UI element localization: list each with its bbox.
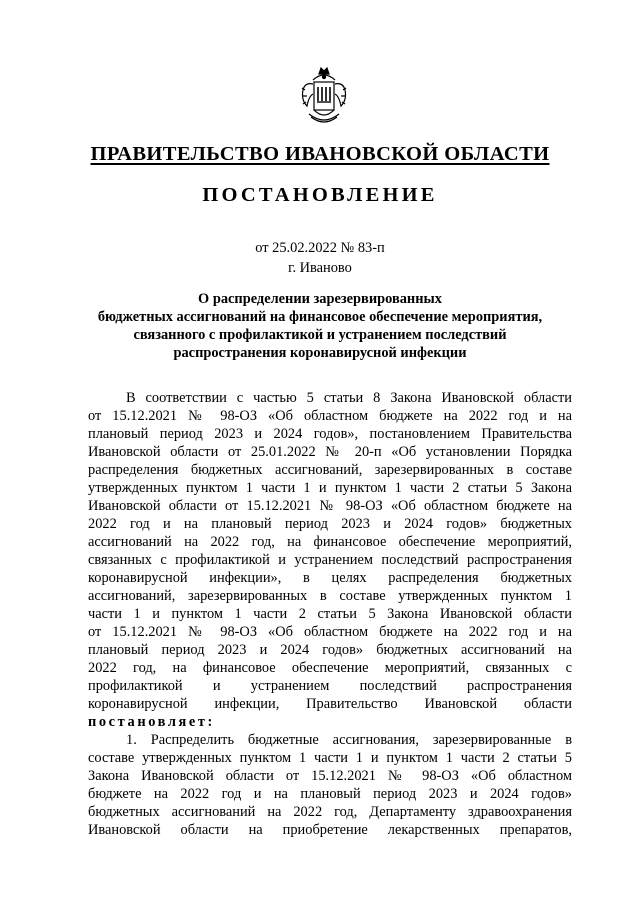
preamble-line: Ивановской области от 15.12.2021 № 98-ОЗ «Об областном бюджете на bbox=[88, 498, 572, 514]
document-type: ПОСТАНОВЛЕНИЕ bbox=[202, 184, 438, 206]
item-line: 1. Распределить бюджетные ассигнования, зарезервированные в bbox=[126, 732, 572, 748]
preamble-line: коронавирусной инфекции, Правительство Ивановской области bbox=[88, 696, 572, 712]
resolves-keyword: постановляет: bbox=[88, 714, 215, 730]
document-title bbox=[80, 290, 560, 362]
title-line: О распределении зарезервированных bbox=[198, 291, 442, 307]
organization-title: ПРАВИТЕЛЬСТВО ИВАНОВСКОЙ ОБЛАСТИ bbox=[90, 143, 550, 165]
item-line: Закона Ивановской области от 15.12.2021 № 98-ОЗ «Об областном bbox=[88, 768, 572, 784]
preamble-line: от 15.12.2021 № 98-ОЗ «Об областном бюджете на 2022 год и на bbox=[88, 408, 572, 424]
date-number: от 25.02.2022 № 83-п bbox=[255, 240, 385, 256]
preamble-line: ассигнований, зарезервированных в составе утвержденных пунктом 1 bbox=[88, 588, 572, 604]
preamble-line: профилактикой и устранением последствий распространения bbox=[88, 678, 572, 694]
title-line: связанного с профилактикой и устранением последствий bbox=[133, 327, 507, 343]
title-line: распространения коронавирусной инфекции bbox=[173, 345, 467, 361]
preamble-line: 2022 год и на плановый период 2023 и 2024 годов» бюджетных bbox=[88, 516, 572, 532]
title-line: бюджетных ассигнований на финансовое обеспечение мероприятия, bbox=[97, 309, 543, 325]
preamble-line: В соответствии с частью 5 статьи 8 Закона Ивановской области bbox=[126, 390, 572, 406]
item-line: бюджетных ассигнований на 2022 год, Департаменту здравоохранения bbox=[88, 804, 572, 820]
item-line: бюджете на 2022 год и на плановый период 2023 и 2024 годов» bbox=[88, 786, 572, 802]
preamble-line: ассигнований на 2022 год, на финансовое обеспечение мероприятий, bbox=[88, 534, 572, 550]
item-line: составе утвержденных пунктом 1 части 1 и пунктом 1 части 2 статьи 5 bbox=[88, 750, 572, 766]
preamble-line: 2022 год, на финансовое обеспечение мероприятий, связанных с bbox=[88, 660, 572, 676]
preamble-line: плановый период 2023 и 2024 годов» бюджетных ассигнований на bbox=[88, 642, 572, 658]
coat-of-arms-icon bbox=[299, 60, 349, 128]
preamble-line: утвержденных пунктом 1 части 1 и пунктом 1 части 2 статьи 5 Закона bbox=[88, 480, 572, 496]
preamble-line: от 15.12.2021 № 98-ОЗ «Об областном бюджете на 2022 год и на bbox=[88, 624, 572, 640]
preamble-line: части 1 и пунктом 1 части 2 статьи 5 Закона Ивановской области bbox=[88, 606, 572, 622]
preamble-line: Ивановской области от 25.01.2022 № 20-п «Об установлении Порядка bbox=[88, 444, 572, 460]
preamble-line: плановый период 2023 и 2024 годов», постановлением Правительства bbox=[88, 426, 572, 442]
document-body bbox=[88, 389, 572, 839]
preamble-line: коронавирусной инфекции», в целях распределения бюджетных bbox=[88, 570, 572, 586]
preamble-line: связанных с профилактикой и устранением последствий распространения bbox=[88, 552, 572, 568]
city: г. Иваново bbox=[288, 260, 352, 276]
preamble-line: распределения бюджетных ассигнований, зарезервированных в составе bbox=[88, 462, 572, 478]
date-block bbox=[0, 238, 640, 278]
item-line: Ивановской области на приобретение лекарственных препаратов, bbox=[88, 822, 572, 838]
